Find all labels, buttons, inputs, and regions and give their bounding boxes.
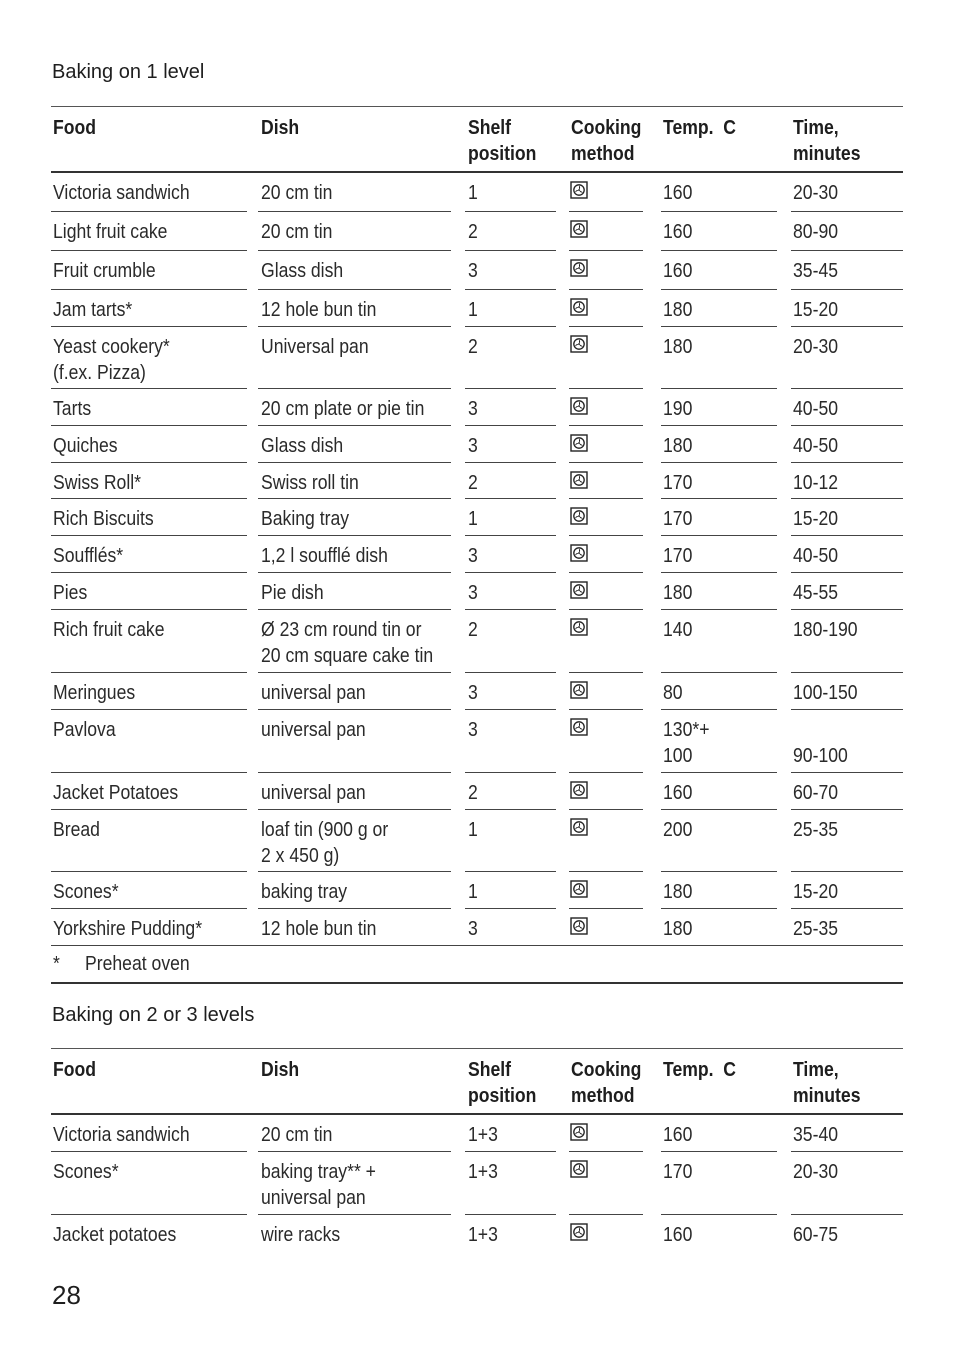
table-row <box>51 810 903 872</box>
fan-oven-icon <box>570 397 588 415</box>
shelf-cell: 3 <box>468 545 478 567</box>
table-row <box>51 773 903 810</box>
fan-oven-icon <box>570 781 588 799</box>
food-cell: Yeast cookery* (f.ex. Pizza) <box>53 336 170 384</box>
food-cell: Soufflés* <box>53 545 124 567</box>
time-cell: 20-30 <box>793 1161 839 1183</box>
temp-cell: 200 <box>663 819 693 841</box>
table-row <box>51 610 903 673</box>
footnote-text: Preheat oven <box>85 953 190 975</box>
food-cell: Tarts <box>53 398 92 420</box>
fan-oven-icon <box>570 434 588 452</box>
dish-cell: Ø 23 cm round tin or 20 cm square cake tin <box>261 619 434 667</box>
table-row <box>51 536 903 573</box>
time-cell: 40-50 <box>793 435 839 457</box>
shelf-cell: 3 <box>468 435 478 457</box>
food-cell: Swiss Roll* <box>53 472 142 494</box>
shelf-cell: 1 <box>468 299 478 321</box>
dish-cell: baking tray** + universal pan <box>261 1161 376 1209</box>
fan-oven-icon <box>570 181 588 199</box>
table-header <box>51 106 903 173</box>
shelf-cell: 3 <box>468 582 478 604</box>
table-row <box>51 327 903 389</box>
shelf-cell: 1 <box>468 508 478 530</box>
time-cell: 15-20 <box>793 881 839 903</box>
dish-cell: universal pan <box>261 782 366 804</box>
dish-cell: 20 cm tin <box>261 221 333 243</box>
food-cell: Jacket potatoes <box>53 1224 177 1246</box>
food-cell: Pavlova <box>53 719 116 741</box>
shelf-cell: 1 <box>468 819 478 841</box>
time-cell: 60-75 <box>793 1224 839 1246</box>
shelf-cell: 2 <box>468 619 478 641</box>
page-number: 28 <box>52 1280 81 1310</box>
dish-cell: Swiss roll tin <box>261 472 359 494</box>
temp-cell: 170 <box>663 472 693 494</box>
time-cell: 15-20 <box>793 299 839 321</box>
table-row <box>51 290 903 327</box>
temp-cell: 160 <box>663 221 693 243</box>
table-row <box>51 909 903 946</box>
shelf-cell: 3 <box>468 398 478 420</box>
fan-oven-icon <box>570 471 588 489</box>
column-header: Cooking method <box>571 117 642 165</box>
fan-oven-icon <box>570 507 588 525</box>
time-cell: 60-70 <box>793 782 839 804</box>
shelf-cell: 1+3 <box>468 1161 498 1183</box>
temp-cell: 160 <box>663 182 693 204</box>
temp-cell: 160 <box>663 782 693 804</box>
time-cell: 10-12 <box>793 472 839 494</box>
shelf-cell: 3 <box>468 918 478 940</box>
fan-oven-icon <box>570 259 588 277</box>
shelf-cell: 3 <box>468 682 478 704</box>
fan-oven-icon <box>570 298 588 316</box>
temp-cell: 190 <box>663 398 693 420</box>
food-cell: Pies <box>53 582 88 604</box>
column-header: Time, minutes <box>793 1059 861 1107</box>
food-cell: Jam tarts* <box>53 299 133 321</box>
dish-cell: 20 cm tin <box>261 1124 333 1146</box>
dish-cell: Glass dish <box>261 435 344 457</box>
temp-cell: 180 <box>663 582 693 604</box>
temp-cell: 160 <box>663 1124 693 1146</box>
time-cell: 20-30 <box>793 336 839 358</box>
column-header: Time, minutes <box>793 117 861 165</box>
dish-cell: Baking tray <box>261 508 350 530</box>
time-cell: 40-50 <box>793 398 839 420</box>
time-cell: 90-100 <box>793 745 848 767</box>
fan-oven-icon <box>570 1160 588 1178</box>
time-cell: 25-35 <box>793 819 839 841</box>
time-cell: 180-190 <box>793 619 858 641</box>
table-row <box>51 212 903 251</box>
table-row <box>51 673 903 710</box>
column-header: Cooking method <box>571 1059 642 1107</box>
table-row <box>51 1115 903 1152</box>
section-title-2-3-levels: Baking on 2 or 3 levels <box>52 1004 255 1026</box>
time-cell: 20-30 <box>793 182 839 204</box>
column-header: Shelf position <box>468 1059 537 1107</box>
shelf-cell: 1+3 <box>468 1124 498 1146</box>
shelf-cell: 2 <box>468 472 478 494</box>
dish-cell: 12 hole bun tin <box>261 299 377 321</box>
time-cell: 45-55 <box>793 582 839 604</box>
table-row <box>51 389 903 426</box>
food-cell: Scones* <box>53 1161 119 1183</box>
dish-cell: baking tray <box>261 881 348 903</box>
food-cell: Rich Biscuits <box>53 508 154 530</box>
baking-2-3-levels-table <box>51 1048 903 1253</box>
temp-cell: 80 <box>663 682 683 704</box>
column-header: Food <box>53 117 97 139</box>
temp-cell: 180 <box>663 336 693 358</box>
column-header: Temp. C <box>663 117 737 139</box>
food-cell: Victoria sandwich <box>53 182 190 204</box>
food-cell: Jacket Potatoes <box>53 782 179 804</box>
table-row <box>51 426 903 463</box>
dish-cell: 20 cm plate or pie tin <box>261 398 425 420</box>
food-cell: Yorkshire Pudding* <box>53 918 203 940</box>
fan-oven-icon <box>570 581 588 599</box>
food-cell: Fruit crumble <box>53 260 156 282</box>
shelf-cell: 1+3 <box>468 1224 498 1246</box>
time-cell: 35-40 <box>793 1124 839 1146</box>
fan-oven-icon <box>570 818 588 836</box>
dish-cell: universal pan <box>261 682 366 704</box>
temp-cell: 180 <box>663 918 693 940</box>
food-cell: Bread <box>53 819 100 841</box>
shelf-cell: 3 <box>468 719 478 741</box>
time-cell: 100-150 <box>793 682 858 704</box>
time-cell: 25-35 <box>793 918 839 940</box>
temp-cell: 180 <box>663 881 693 903</box>
table-row <box>51 710 903 773</box>
time-cell: 80-90 <box>793 221 839 243</box>
fan-oven-icon <box>570 718 588 736</box>
dish-cell: universal pan <box>261 719 366 741</box>
table-row <box>51 251 903 290</box>
shelf-cell: 1 <box>468 881 478 903</box>
food-cell: Rich fruit cake <box>53 619 165 641</box>
footnote-marker: * <box>53 953 60 975</box>
food-cell: Quiches <box>53 435 118 457</box>
temp-cell: 180 <box>663 435 693 457</box>
footnote <box>51 946 903 984</box>
dish-cell: 12 hole bun tin <box>261 918 377 940</box>
food-cell: Scones* <box>53 881 119 903</box>
dish-cell: 20 cm tin <box>261 182 333 204</box>
temp-cell: 130*+ 100 <box>663 719 710 767</box>
fan-oven-icon <box>570 335 588 353</box>
table-row <box>51 1215 903 1253</box>
shelf-cell: 3 <box>468 260 478 282</box>
temp-cell: 160 <box>663 1224 693 1246</box>
food-cell: Victoria sandwich <box>53 1124 190 1146</box>
baking-1-level-table <box>51 106 903 984</box>
temp-cell: 140 <box>663 619 693 641</box>
temp-cell: 180 <box>663 299 693 321</box>
temp-cell: 170 <box>663 545 693 567</box>
fan-oven-icon <box>570 681 588 699</box>
shelf-cell: 2 <box>468 336 478 358</box>
column-header: Temp. C <box>663 1059 737 1081</box>
fan-oven-icon <box>570 220 588 238</box>
column-header: Dish <box>261 117 300 139</box>
food-cell: Meringues <box>53 682 136 704</box>
food-cell: Light fruit cake <box>53 221 168 243</box>
time-cell: 35-45 <box>793 260 839 282</box>
table-row <box>51 463 903 499</box>
dish-cell: Universal pan <box>261 336 369 358</box>
temp-cell: 170 <box>663 1161 693 1183</box>
dish-cell: Pie dish <box>261 582 324 604</box>
shelf-cell: 1 <box>468 182 478 204</box>
table-row <box>51 499 903 536</box>
fan-oven-icon <box>570 618 588 636</box>
temp-cell: 160 <box>663 260 693 282</box>
table-header <box>51 1048 903 1115</box>
time-cell: 40-50 <box>793 545 839 567</box>
dish-cell: 1,2 l soufflé dish <box>261 545 388 567</box>
fan-oven-icon <box>570 1123 588 1141</box>
table-row <box>51 573 903 610</box>
table-row <box>51 872 903 909</box>
fan-oven-icon <box>570 544 588 562</box>
dish-cell: loaf tin (900 g or 2 x 450 g) <box>261 819 389 867</box>
column-header: Dish <box>261 1059 300 1081</box>
shelf-cell: 2 <box>468 782 478 804</box>
shelf-cell: 2 <box>468 221 478 243</box>
table-row <box>51 1152 903 1215</box>
time-cell: 15-20 <box>793 508 839 530</box>
fan-oven-icon <box>570 1223 588 1241</box>
table-row <box>51 173 903 212</box>
dish-cell: wire racks <box>261 1224 341 1246</box>
temp-cell: 170 <box>663 508 693 530</box>
column-header: Shelf position <box>468 117 537 165</box>
section-title-1-level: Baking on 1 level <box>52 61 205 83</box>
column-header: Food <box>53 1059 97 1081</box>
fan-oven-icon <box>570 880 588 898</box>
dish-cell: Glass dish <box>261 260 344 282</box>
fan-oven-icon <box>570 917 588 935</box>
